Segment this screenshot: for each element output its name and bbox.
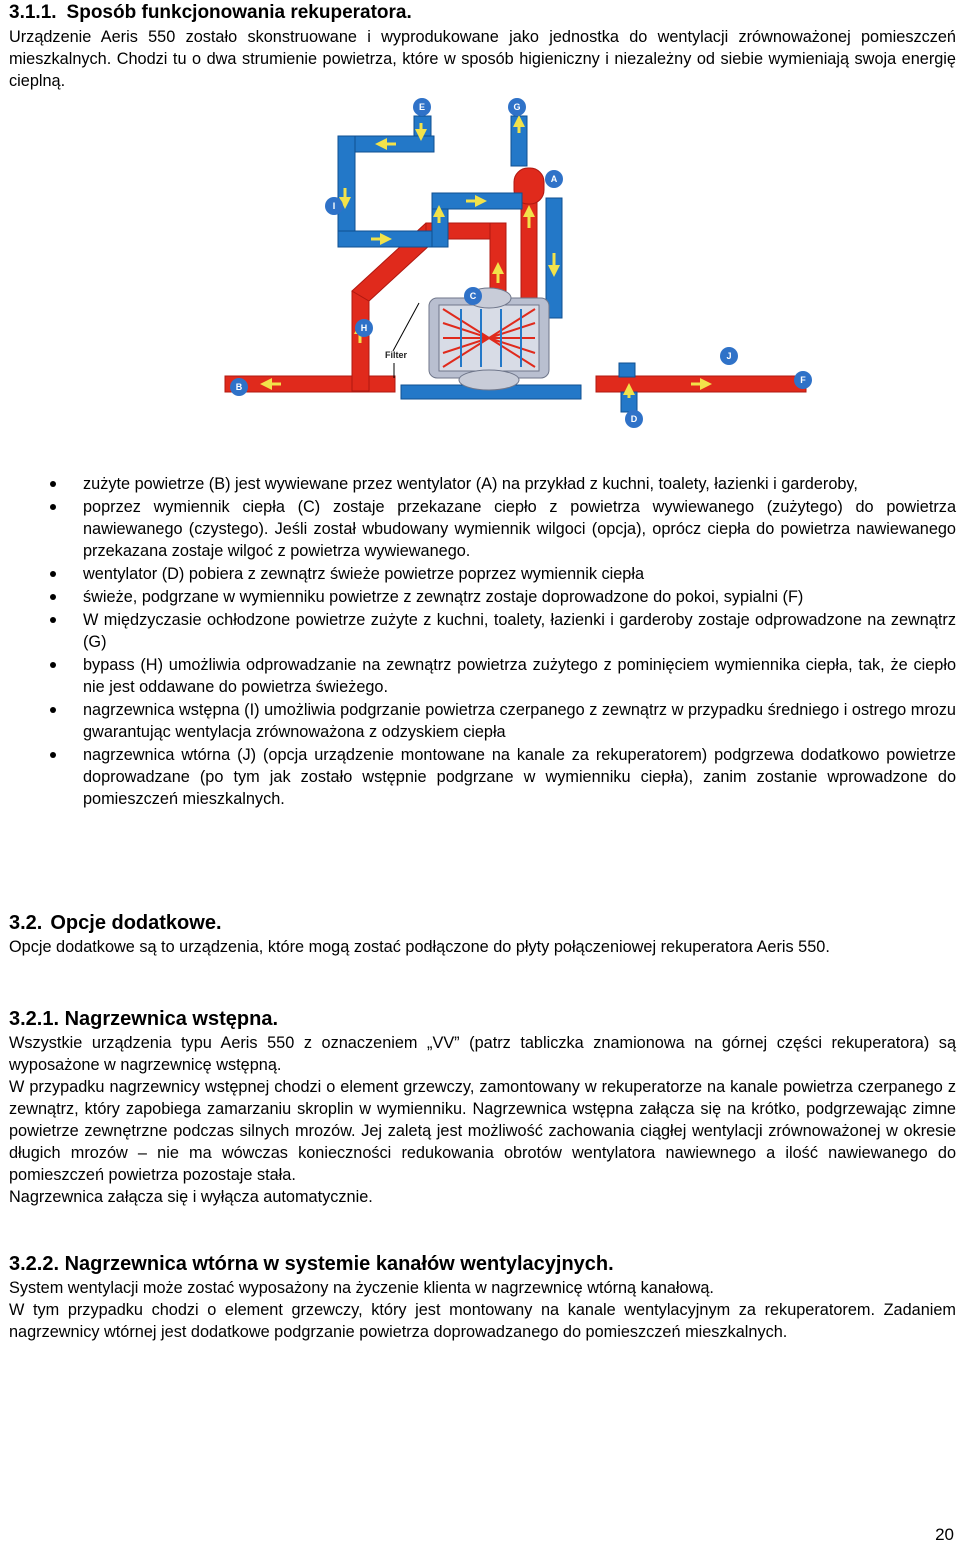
bullet-icon (50, 504, 56, 510)
list-item: W międzyczasie ochłodzone powietrze zużyte z kuchni, toalety, łazienki i garderoby zostaje odprowadzone na zewnątrz (G) (83, 609, 956, 653)
label-f-badge (794, 371, 812, 389)
intro-paragraph: Urządzenie Aeris 550 zostało skonstruowane i wyprodukowane jako jednostka do wentylacji zrównoważonej pomieszczeń mieszkalnych. Chodzi tu o dwa strumienie powietrza, które w sposób higieniczny i niezależny od siebie wymieniają swoja energię cieplną. (9, 28, 956, 90)
label-c-badge (464, 287, 482, 305)
svg-text:J: J (726, 351, 732, 361)
list-item: poprzez wymiennik ciepła (C) zostaje przekazane ciepło z powietrza wywiewanego (zużytego) do powietrza nawiewanego (czystego). Jeśli został wbudowany wymiennik wilgoci (opcja), oprócz ciepła do powietrza nawiewanego przekazana zostaje wilgoć z powietrza wywiewanego. (83, 496, 956, 562)
svg-text:C: C (469, 291, 477, 301)
svg-text:G: G (513, 102, 521, 112)
label-d-badge (625, 410, 643, 428)
section-321-paragraph-3: Nagrzewnica załącza się i wyłącza automatycznie. (9, 1188, 373, 1206)
filter-label: Filter (385, 350, 408, 360)
bullet-icon (50, 662, 56, 668)
svg-text:I: I (332, 201, 336, 211)
bullet-icon (50, 571, 56, 577)
svg-text:F: F (800, 375, 806, 385)
section-title: Sposób funkcjonowania rekuperatora. (66, 2, 412, 23)
list-item: wentylator (D) pobiera z zewnątrz świeże powietrze poprzez wymiennik ciepła (83, 563, 956, 585)
svg-text:B: B (235, 382, 243, 392)
label-a-badge (545, 170, 563, 188)
filter-pointer (393, 303, 419, 351)
bullet-icon (50, 481, 56, 487)
section-321-paragraph-2: W przypadku nagrzewnicy wstępnej chodzi o element grzewczy, zamontowany w rekuperatorze na kanale powietrza czerpanego z zewnątrz, który zapobiega zamarzaniu skroplin w wymienniku. Nagrzewnica wstępna załącza się na krótko, podgrzewając zimne powietrze zewnętrzne podczas silnych mrozów. Jej zaletą jest możliwość zachowania ciągłej wentylacji zrównoważonej w okresie długich mrozów – nie ma wówczas konieczności redukowania obrotów wentylatora nawiewnego a ilość nawiewanego do pomieszczeń powietrza pozostaje stała. (9, 1078, 956, 1184)
section-32-paragraph: Opcje dodatkowe są to urządzenia, które mogą zostać podłączone do płyty połączeniowej rekuperatora Aeris 550. (9, 938, 830, 956)
bullet-icon (50, 617, 56, 623)
list-item: świeże, podgrzane w wymienniku powietrze z zewnątrz zostaje doprowadzone do pokoi, sypialni (F) (83, 586, 956, 608)
section-heading-32: 3.2. Opcje dodatkowe. (9, 912, 222, 934)
bullet-icon (50, 752, 56, 758)
section-321 (9, 1006, 956, 1208)
section-321-paragraph-1: Wszystkie urządzenia typu Aeris 550 z oznaczeniem „VV” (patrz tabliczka znamionowa na górnej części rekuperatora) są wyposażone w nagrzewnicę wstępną. (9, 1034, 956, 1074)
list-item: zużyte powietrze (B) jest wywiewane przez wentylator (A) na przykład z kuchni, toalety, łazienki i garderoby, (83, 473, 956, 495)
svg-text:H: H (360, 323, 368, 333)
list-item: nagrzewnica wtórna (J) (opcja urządzenie montowane na kanale za rekuperatorem) podgrzewa dodatkowo powietrze doprowadzane (po tym jak zostało wstępnie podgrzane w wymienniku ciepła), zanim zostanie wprowadzone do pomieszczeń mieszkalnych. (83, 744, 956, 810)
svg-text:D: D (630, 414, 638, 424)
section-heading-311 (9, 2, 412, 24)
label-j-badge (720, 347, 738, 365)
section-heading-322: 3.2.2. Nagrzewnica wtórna w systemie kanałów wentylacyjnych. (9, 1253, 614, 1275)
svg-text:E: E (418, 102, 426, 112)
svg-text:A: A (550, 174, 558, 184)
label-g-badge (508, 98, 526, 116)
section-heading-321: 3.2.1. Nagrzewnica wstępna. (9, 1008, 279, 1030)
list-item: nagrzewnica wstępna (I) umożliwia podgrzanie powietrza czerpanego z zewnątrz w przypadku średniego i ostrego mrozu gwarantując wentylacja zrównoważona z odzyskiem ciepła (83, 699, 956, 743)
recuperator-diagram-svg (221, 93, 821, 433)
heat-exchanger (429, 288, 549, 390)
section-322 (9, 1251, 956, 1343)
page-number: 20 (935, 1525, 954, 1544)
section-322-paragraph-2: W tym przypadku chodzi o element grzewczy, który jest montowany na kanale wentylacyjnym za rekuperatorem. Zadaniem nagrzewnicy wtórnej jest dodatkowe podgrzanie powietrza doprowadzanego do pomieszczeń mieszkalnych. (9, 1301, 956, 1341)
label-b-badge (230, 378, 248, 396)
function-bullet-list (83, 473, 956, 811)
list-item: bypass (H) umożliwia odprowadzanie na zewnątrz powietrza zużytego z pominięciem wymiennika ciepła, tak, że ciepło nie jest oddawane do powietrza świeżego. (83, 654, 956, 698)
section-32 (9, 910, 956, 958)
recuperator-diagram (221, 93, 821, 433)
label-e-badge (413, 98, 431, 116)
section-number: 3.1.1. (9, 2, 57, 23)
bullet-icon (50, 594, 56, 600)
label-i-badge (325, 197, 343, 215)
bullet-icon (50, 707, 56, 713)
section-322-paragraph-1: System wentylacji może zostać wyposażony na życzenie klienta w nagrzewnicę wtórną kanałową. (9, 1279, 714, 1297)
label-h-badge (355, 319, 373, 337)
